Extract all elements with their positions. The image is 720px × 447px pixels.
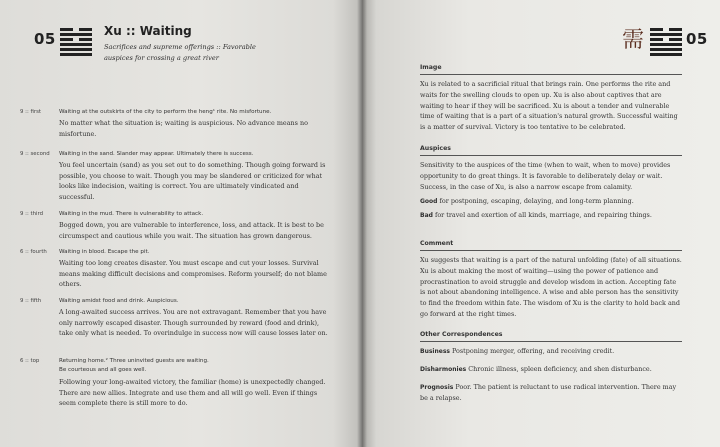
line-body: Following your long-awaited victory, the familiar (home) is unexpectedly changed. There are new allies. Integrate and use them and all will go well. Even if things seem complete there is still more to do. bbox=[59, 378, 326, 408]
line-label: 9 :: third bbox=[20, 211, 44, 217]
hexagram-icon bbox=[650, 28, 682, 58]
section-heading: Auspices bbox=[420, 145, 682, 156]
hexagram-icon bbox=[60, 28, 92, 58]
hexagram-number: 05 bbox=[686, 30, 708, 48]
chapter-title: Xu :: Waiting bbox=[104, 24, 192, 38]
line-body: Bogged down, you are vulnerable to interference, loss, and attack. It is best to be circumspect and cautious while you wait. The situation has grown dangerous. bbox=[59, 221, 324, 240]
section-correspondences bbox=[420, 331, 682, 404]
line-label: 9 :: first bbox=[20, 109, 42, 115]
line-label: 6 :: top bbox=[20, 358, 40, 364]
chinese-character: 需 bbox=[622, 28, 645, 53]
correspondence-item: Disharmonies Chronic illness, spleen deficiency, and shen disturbance. bbox=[420, 364, 652, 373]
line-label: 6 :: fourth bbox=[20, 249, 47, 255]
bad-label: Bad bbox=[420, 212, 433, 220]
section-text: Xu suggests that waiting is a part of the natural unfolding (fate) of all situations. Xu is about making the most of waiting—using the power of patience and procrastination to avoid struggle and develop wisdom in action. Accepting fate is not about abandoning intelligence. A wise and able person has the sensitivity to find the freedom within fate. The wisdom of Xu is the clarity to hold back and go forward at the right times. bbox=[420, 256, 682, 318]
line-label: 9 :: second bbox=[20, 151, 50, 157]
hexagram-number: 05 bbox=[34, 30, 56, 48]
line-heading: Waiting amidst food and drink. Auspicious. bbox=[59, 298, 179, 304]
section-comment bbox=[420, 240, 682, 320]
correspondence-item: Business Postponing merger, offering, and receiving credit. bbox=[420, 347, 615, 355]
bad-text: for travel and exertion of all kinds, marriage, and repairing things. bbox=[434, 211, 652, 220]
section-heading: Other Correspondences bbox=[420, 331, 682, 342]
line-heading: Waiting in blood. Escape the pit. bbox=[59, 249, 150, 255]
line-heading: Waiting at the outskirts of the city to perform the heng¹ rite. No misfortune. bbox=[59, 109, 272, 115]
section-heading: Image bbox=[420, 64, 682, 75]
section-text: Xu is related to a sacrificial ritual that brings rain. One performs the rite and waits for the swelling clouds to open up. Xu is also about captives that are waiting to hear if they will be sacrificed. Xu is about a tender and vulnerable time of waiting that is a part of a situation's natural growth. Successful waiting is a matter of survival. Victory is too tentative to be celebrated. bbox=[420, 80, 678, 132]
good-label: Good bbox=[420, 198, 438, 206]
good-for bbox=[420, 196, 682, 208]
section-text: Sensitivity to the auspices of the time (when to wait, when to move) provides opportunity to do great things. It is favorable to deliberately delay or wait. Success, in the case of Xu, is also a narrow escape from calamity. bbox=[420, 161, 671, 191]
line-heading: Returning home.² Three uninvited guests are waiting. bbox=[59, 358, 209, 364]
correspondence-item: Prognosis Poor. The patient is reluctant to use radical intervention. There may be a relapse. bbox=[420, 382, 677, 403]
line-body: No matter what the situation is; waiting is auspicious. No advance means no misfortune. bbox=[59, 119, 308, 138]
line-body: Waiting too long creates disaster. You must escape and cut your losses. Survival means making difficult decisions and compromises. Reform yourself; do not blame others. bbox=[59, 259, 327, 289]
line-label: 9 :: fifth bbox=[20, 298, 42, 304]
line-heading: Waiting in the sand. Slander may appear. Ultimately there is success. bbox=[59, 151, 254, 157]
section-heading: Comment bbox=[420, 240, 682, 251]
good-text: for postponing, escaping, delaying, and long-term planning. bbox=[439, 197, 634, 206]
section-image bbox=[420, 64, 682, 133]
book-gutter bbox=[357, 0, 367, 447]
line-heading-2: Be courteous and all goes well. bbox=[59, 367, 147, 373]
section-auspices bbox=[420, 145, 682, 222]
right-page bbox=[362, 0, 720, 447]
line-body: A long-awaited success arrives. You are not extravagant. Remember that you have only narrowly escaped disaster. Though surrounded by reward (food and drink), take only what is needed. To overindulge in success now will cause losses later on. bbox=[59, 308, 328, 338]
line-heading: Waiting in the mud. There is vulnerability to attack. bbox=[59, 211, 204, 217]
bad-for bbox=[420, 210, 682, 222]
line-body: You feel uncertain (sand) as you set out to do something. Though going forward is possible, you choose to wait. Though you may be slandered or criticized for what looks like indecision, waiting is correct. You are ultimately vindicated and successful. bbox=[59, 161, 326, 201]
chapter-subtitle: Sacrifices and supreme offerings :: Favorable auspices for crossing a great river bbox=[104, 43, 256, 62]
